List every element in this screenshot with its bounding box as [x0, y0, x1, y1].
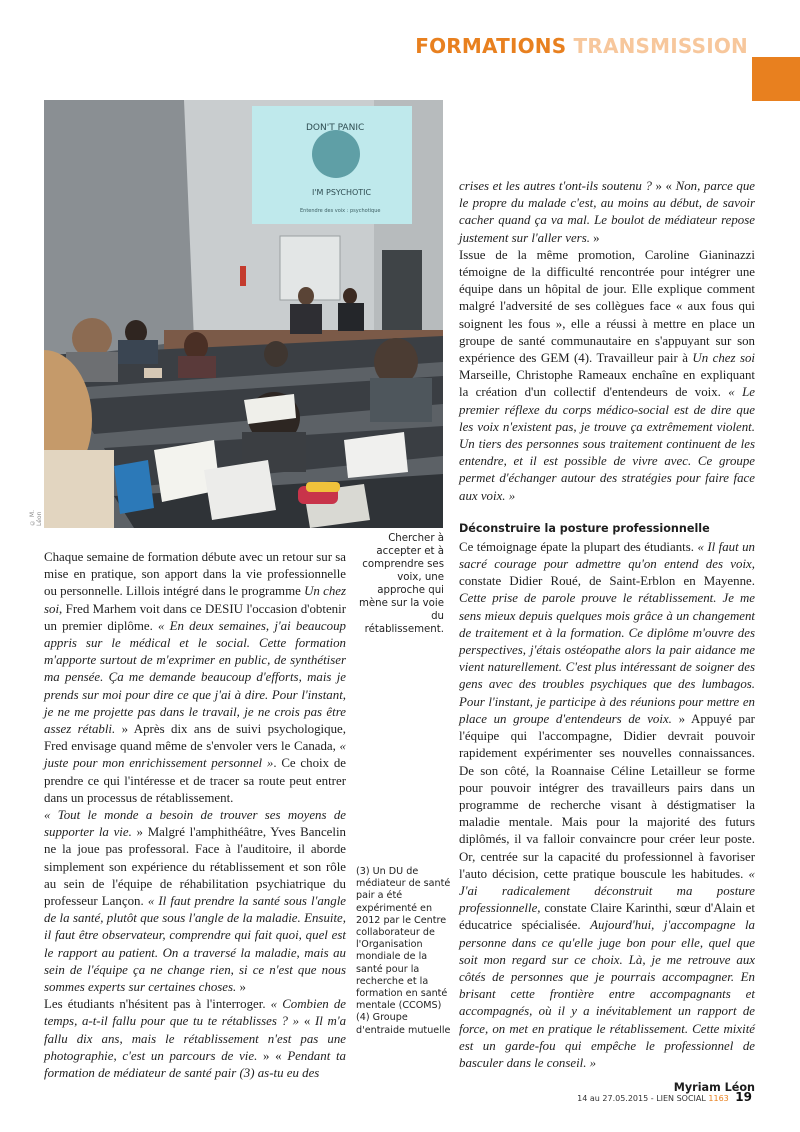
lecture-hall-illustration [44, 100, 443, 528]
footnote-4: (4) Groupe d'entraide mutuelle [356, 1012, 451, 1036]
section-subheading: Déconstruire la posture professionnelle [459, 521, 710, 535]
left-paragraph-1: Chaque semaine de formation débute avec un retour sur sa mise en pratique, son apport dans la vie professionnelle ou personnelle. Lillois intégré dans le programme Un chez soi, Fred Marhem voit dans ce DESIU l'occasion d'obtenir un premier diplôme. « En deux semaines, j'ai beaucoup appris sur le médical et le social. Cette formation m'apporte surtout de m'exprimer en public, de synthétiser ma pensée. Ça me demande beaucoup d'efforts, mais je prends sur moi pour dire ce que j'ai à dire. Pour l'instant, je ne me projette pas dans le travail, je ne crois pas être assez rétabli. » Après dix ans de suivi psychologique, Fred envisage quand même de s'envoler vers le Canada, « juste pour mon enrichissement personnel ». Ce choix de prendre ce qui l'intéresse et de tracer sa route peut entrer dans un processus de rétablissement. [44, 550, 347, 805]
footer-issue: 1163 [708, 1094, 729, 1103]
photo-credit: © M. Léon [29, 510, 43, 526]
right-paragraph-1: crises et les autres t'ont-ils soutenu ? » « Non, parce que le propre du malade c'est, au moins au début, de savoir cacher quand ça va mal. Le boulot de médiateur repose justement sur l'aller vers. » [459, 179, 756, 245]
page-footer [577, 1090, 752, 1104]
footnotes [356, 866, 452, 1037]
right-column [459, 178, 755, 1096]
photo-caption: Chercher à accepter et à comprendre ses voix, une approche qui mène sur la voie du rétablissement. [358, 533, 444, 635]
footer-date: 14 au 27.05.2015 - [577, 1094, 654, 1103]
footer-magazine: LIEN SOCIAL [656, 1094, 706, 1103]
screen-title-top: DON'T PANIC [306, 123, 365, 133]
right-paragraph-2: Issue de la même promotion, Caroline Gianinazzi témoigne de la difficulté rencontrée pour intégrer une équipe dans un hôpital de jour. Elle explique comment malgré l'adversité de ses collègues face « aux fous qui soignent les fous », elle a réussi à mettre en place un groupe de santé communautaire en s'appuyant sur son expérience des GEM (4). Travailleur pair à Un chez soi Marseille, Christophe Rameaux enchaîne en expliquant la création d'un collectif d'entendeurs de voix. « Le premier réflexe du corps médico-social est de dire que les voix n'existent pas, je trouve ça extrêmement violent. Un tiers des personnes sous traitement continuent de les entendre, et il est possible de vivre avec. Ce groupe permet d'échanger autour des stratégies pour faire face aux voix. » [459, 247, 755, 503]
header-word-formations: FORMATIONS [415, 34, 567, 58]
lecture-hall-photo [44, 100, 443, 528]
orange-tab [752, 57, 800, 101]
header-word-transmission: TRANSMISSION [573, 34, 748, 58]
left-column [44, 549, 346, 1082]
left-paragraph-3: Les étudiants n'hésitent pas à l'interroger. « Combien de temps, a-t-il fallu pour que tu te rétablisses ? » « Il m'a fallu dix ans, mais le rétablissement n'est pas une photographie, c'est un parcours de vie. » « Pendant ta formation de médiateur de santé pair (3) as-tu eu des [44, 997, 347, 1081]
right-paragraph-3: Ce témoignage épate la plupart des étudiants. « Il faut un sacré courage pour admettre qu'on entend des voix, constate Didier Roué, de Saint-Erblon en Mayenne. Cette prise de parole prouve le rétablissement. Je me sens mieux depuis quelques mois grâce à un changement de traitement et à la formation. Ce diplôme m'ouvre des perspectives, j'étais ostéopathe alors la pair aidance me vient naturellement. C'est plus intéressant de soigner des gens avec des troubles psychiques que des lumbagos. Pour l'instant, je participe à des réunions pour mettre en place un groupe d'entendeurs de voix. » Appuyé par l'équipe qui l'accompagne, Didier devrait pouvoir rapidement expérimenter ses nouvelles connaissances. De son côté, la Roannaise Céline Letailleur se forme pour pouvoir intégrer des travailleurs pairs dans un programme de recherche visant à déstigmatiser la maladie mentale. Mais pour la majorité des futurs diplômés, il va falloir convaincre pour créer leur poste. Or, centrée sur la capacité du professionnel à favoriser l'auto décision, cette pratique bouscule les habitudes. « J'ai radicalement déconstruit ma posture professionnelle, constate Claire Karinthi, sœur d'Alain et éducatrice spécialisée. Aujourd'hui, j'accompagne la personne dans ce qu'elle juge bon pour elle, quel que soit mon regard sur ce choix. Là, je me retrouve aux côtés de personnes que je pourrais accompagner. En brisant cette frontière entre accompagnants et accompagnés, où il y a inévitablement un rapport de force, on met en pratique le rétablissement. Cette mixité est un garde-fou qui empêche le professionnel de basculer dans le conseil. » [459, 539, 756, 1070]
screen-subtitle: Entendre des voix : psychotique [300, 208, 381, 214]
section-header [415, 34, 748, 58]
screen-title-bottom: I'M PSYCHOTIC [312, 188, 372, 197]
author-signature: Myriam Léon [673, 1081, 755, 1095]
page-number: 19 [735, 1090, 752, 1104]
left-paragraph-2: « Tout le monde a besoin de trouver ses moyens de supporter la vie. » Malgré l'amphithéâtre, Yves Bancelin ne la joue pas professoral. Face à l'auditoire, il aborde simplement son expérience du rétablissement et son rôle au sein de l'équipe de réhabilitation psychiatrique du professeur Lançon. « Il faut prendre la santé sous l'angle de la santé, plutôt que sous l'angle de la maladie. Ensuite, il faut être observateur, comprendre qui fait quoi, quel est le rapport au patient. On a traversé la maladie, mais au sein de l'équipe ça ne change rien, si ce n'est que nous sommes experts sur certaines choses. » [44, 808, 346, 995]
footnote-3: (3) Un DU de médiateur de santé pair a été expérimenté en 2012 par le Centre collaborateur de l'Organisation mondiale de la santé pour la recherche et la formation en santé mentale (CCOMS) [356, 866, 451, 1012]
